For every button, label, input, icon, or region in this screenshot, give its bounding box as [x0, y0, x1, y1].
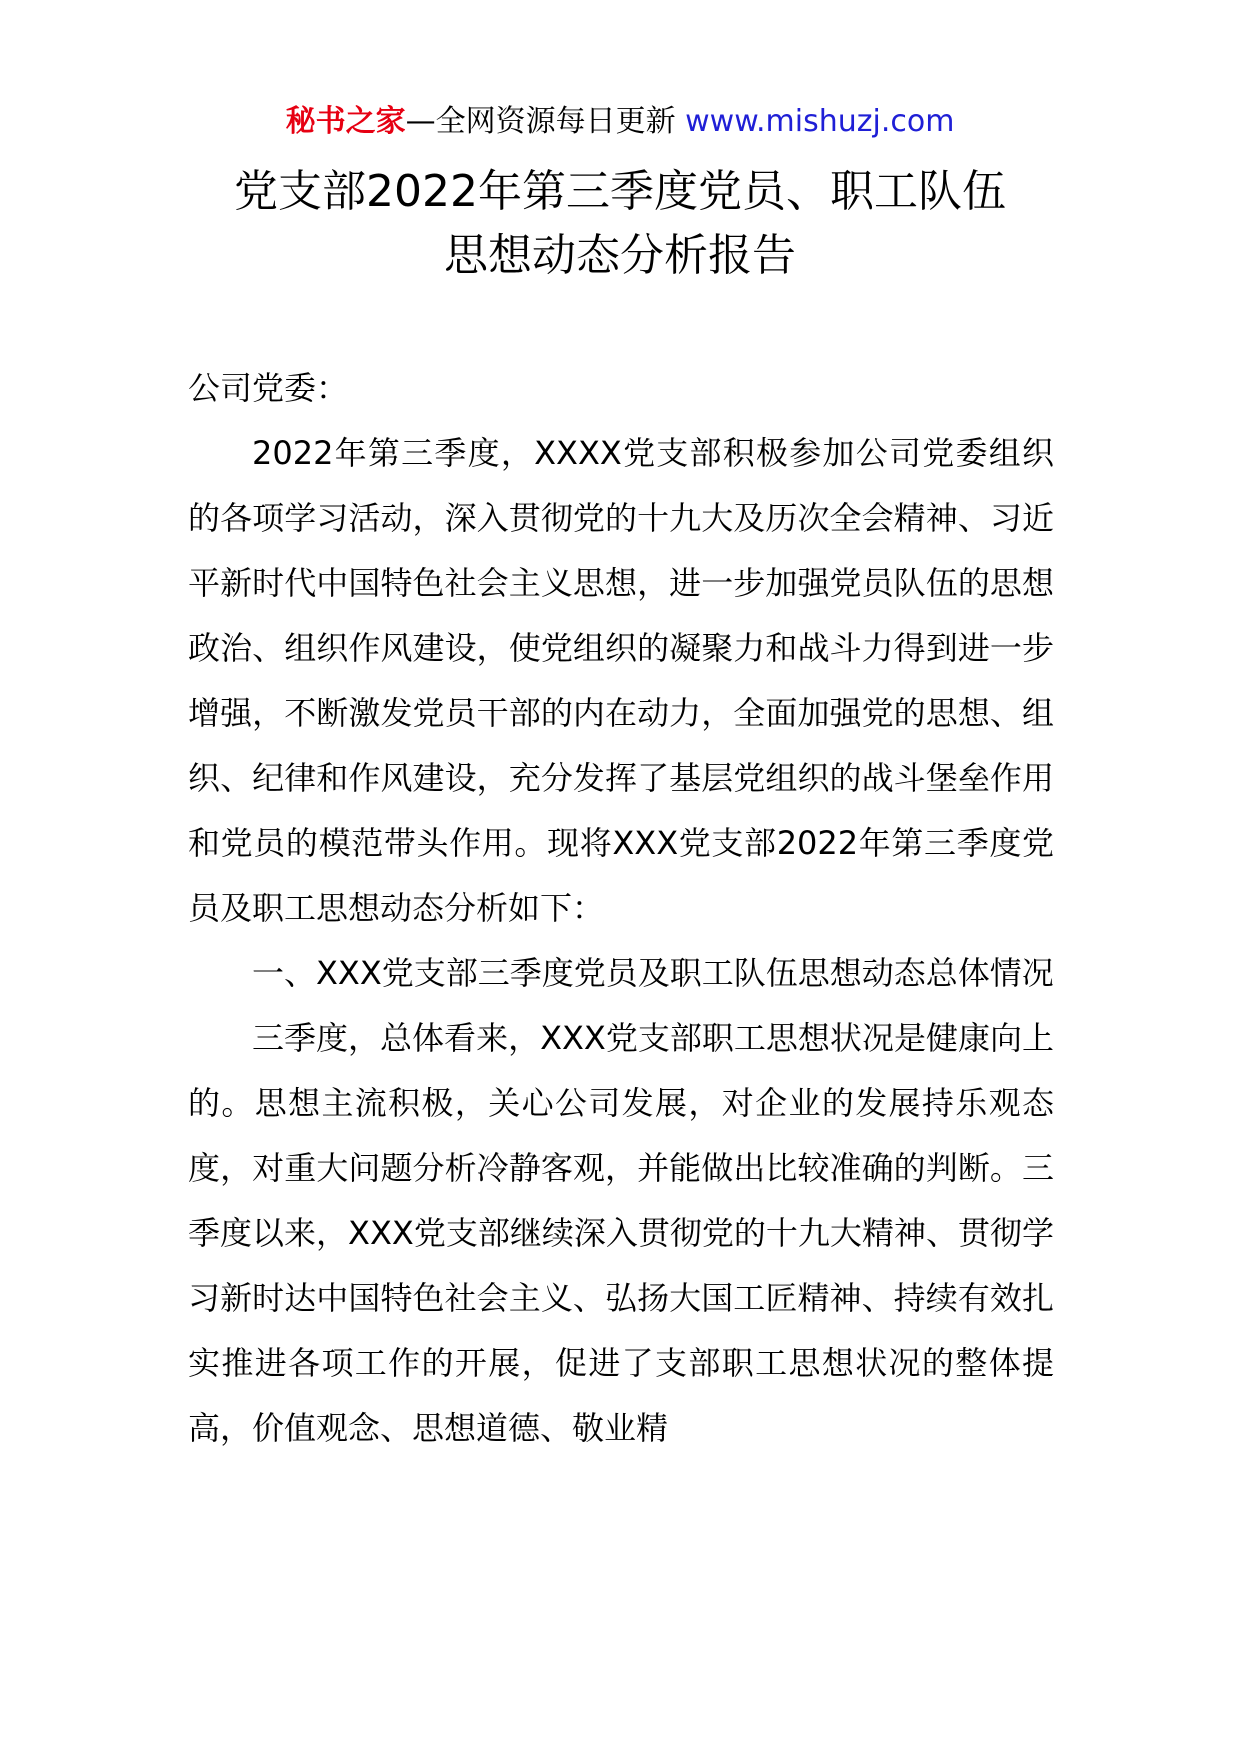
site-brand: 秘书之家 [285, 104, 406, 139]
site-slogan: —全网资源每日更新 [405, 104, 686, 139]
paragraph-intro: 2022年第三季度，XXXX党支部积极参加公司党委组织的各项学习活动，深入贯彻党的十九大及历次全会精神、习近平新时代中国特色社会主义思想，进一步加强党员队伍的思想政治、组织作风建设，使党组织的凝聚力和战斗力得到进一步增强，不断激发党员干部的内在动力，全面加强党的思想、组织、纪律和作风建设，充分发挥了基层党组织的战斗堡垒作用和党员的模范带头作用。现将XXX党支部2022年第三季度党员及职工思想动态分析如下： [188, 434, 1054, 927]
section-heading-1: 一、XXX党支部三季度党员及职工队伍思想动态总体情况 [252, 954, 1054, 992]
document-title-line-1: 党支部2022年第三季度党员、职工队伍 [234, 166, 1006, 217]
site-header-banner [0, 100, 1240, 144]
document-title-line-2: 思想动态分析报告 [444, 230, 796, 281]
document-title [120, 160, 1120, 288]
site-url-link[interactable]: www.mishuzj.com [685, 104, 955, 139]
salutation: 公司党委： [188, 369, 349, 407]
document-body [188, 356, 1054, 1461]
paragraph-overview: 三季度，总体看来，XXX党支部职工思想状况是健康向上的。思想主流积极，关心公司发展，对企业的发展持乐观态度，对重大问题分析冷静客观，并能做出比较准确的判断。三季度以来，XXX党支部继续深入贯彻党的十九大精神、贯彻学习新时达中国特色社会主义、弘扬大国工匠精神、持续有效扎实推进各项工作的开展，促进了支部职工思想状况的整体提高，价值观念、思想道德、敬业精 [188, 1019, 1054, 1447]
